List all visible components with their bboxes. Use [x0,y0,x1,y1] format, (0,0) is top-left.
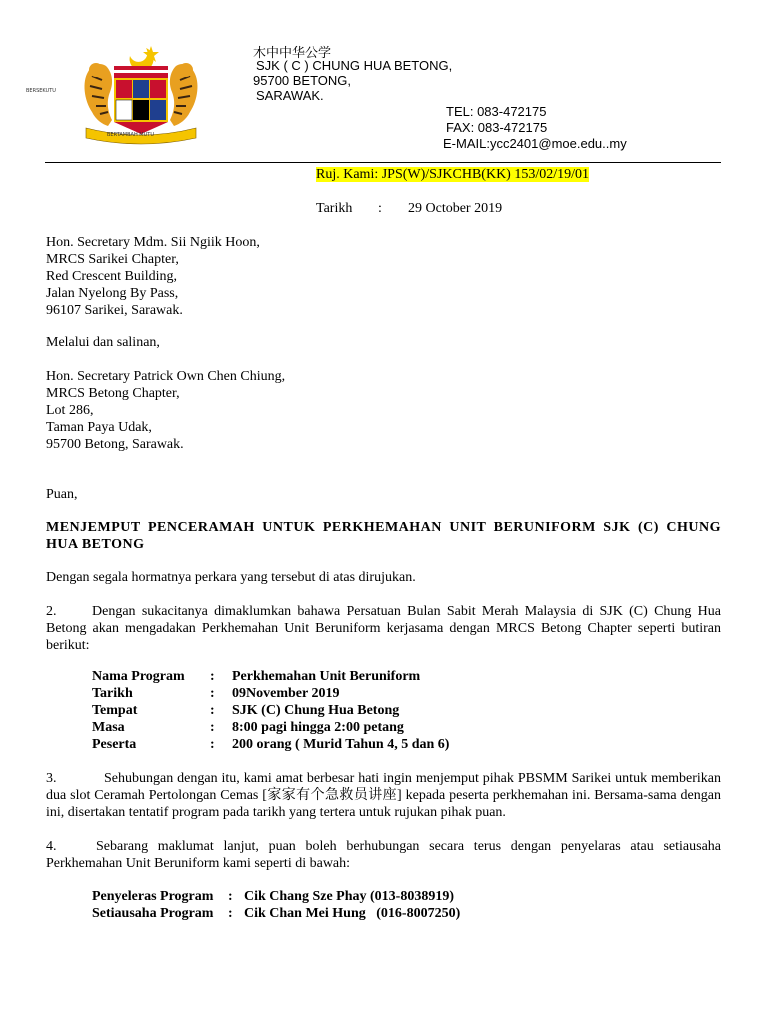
paragraph-2-text: Dengan sukacitanya dimaklumkan bahawa Persatuan Bulan Sabit Merah Malaysia di SJK (C) Chung Hua Betong akan mengadakan Perkhemahan Unit Beruniform kerjasama dengan MRCS Betong Chapter seperti butiran berikut: [46,604,721,653]
cc-recipient-address [46,368,285,453]
contact-value: Cik Chang Sze Phay (013-8038919) [244,889,455,904]
date-colon: : [378,201,382,216]
paragraph-1: Dengan segala hormatnya perkara yang tersebut di atas dirujukan. [46,570,416,585]
paragraph-4 [46,838,721,872]
letterhead-divider [45,162,721,163]
paragraph-2 [46,603,721,654]
table-row [92,905,460,922]
program-details-table [92,668,449,753]
date-label: Tarikh [316,201,353,216]
date-value: 29 October 2019 [408,201,503,216]
telephone: TEL: 083-472175 [446,104,547,119]
paragraph-3-number: 3. [46,771,57,786]
detail-label: Peserta [92,737,137,752]
contact-label: Penyeleras Program [92,889,214,904]
crest-motto-left: BERSEKUTU [26,88,56,94]
cc-recipient-line: 95700 Betong, Sarawak. [46,437,184,452]
table-row [92,736,449,753]
table-row [92,702,449,719]
school-state: SARAWAK. [256,88,324,103]
detail-colon: : [210,686,215,701]
table-row [92,668,449,685]
detail-colon: : [210,737,215,752]
cc-recipient-line: Hon. Secretary Patrick Own Chen Chiung, [46,369,286,384]
detail-label: Masa [92,720,125,735]
detail-label: Tarikh [92,686,133,701]
reference-number [316,166,589,183]
detail-colon: : [210,720,215,735]
detail-label: Nama Program [92,669,185,684]
table-row [92,719,449,736]
cc-recipient-line: Lot 286, [46,403,94,418]
detail-value: SJK (C) Chung Hua Betong [232,703,400,718]
detail-value: 09November 2019 [232,686,340,701]
detail-colon: : [210,703,215,718]
letter-subject: MENJEMPUT PENCERAMAH UNTUK PERKHEMAHAN UNIT BERUNIFORM SJK (C) CHUNG HUA BETONG [46,520,721,552]
recipient-address [46,234,260,319]
paragraph-2-number: 2. [46,604,57,619]
recipient-line: Red Crescent Building, [46,269,178,284]
detail-value: 200 orang ( Murid Tahun 4, 5 dan 6) [232,737,450,752]
email: E-MAIL:ycc2401@moe.edu..my [443,136,627,151]
table-row [92,685,449,702]
detail-value: 8:00 pagi hingga 2:00 petang [232,720,404,735]
contact-value: Cik Chan Mei Hung (016-8007250) [244,906,461,921]
cc-recipient-line: Taman Paya Udak, [46,420,152,435]
crest-motto-right: BERTAMBAH MUTU [107,132,154,138]
recipient-line: Hon. Secretary Mdm. Sii Ngiik Hoon, [46,235,260,250]
paragraph-4-number: 4. [46,839,57,854]
paragraph-3-text: Sehubungan dengan itu, kami amat berbesar hati ingin menjemput pihak PBSMM Sarikei untuk memberikan dua slot Ceramah Pertolongan Cemas [家家有个急救员讲座] kepada peserta perkhemahan ini. Bersama-sama dengan ini, disertakan tentatif program pada tarikh yang tertera untuk rujukan pihak puan. [46,771,721,820]
detail-colon: : [210,669,215,684]
paragraph-4-text: Sebarang maklumat lanjut, puan boleh berhubungan secara terus dengan penyelaras atau setiausaha Perkhemahan Unit Beruniform kami seperti di bawah: [46,839,721,871]
detail-value: Perkhemahan Unit Beruniform [232,669,421,684]
school-name: SJK ( C ) CHUNG HUA BETONG, [256,58,453,73]
recipient-line: MRCS Sarikei Chapter, [46,252,179,267]
contact-label: Setiausaha Program [92,906,214,921]
school-postcode-city: 95700 BETONG, [253,73,352,88]
reference-highlight: Ruj. Kami: JPS(W)/SJKCHB(KK) 153/02/19/01 [316,167,590,182]
contact-colon: : [228,889,233,904]
recipient-line: Jalan Nyelong By Pass, [46,286,179,301]
detail-label: Tempat [92,703,138,718]
recipient-line: 96107 Sarikei, Sarawak. [46,303,183,318]
cc-recipient-line: MRCS Betong Chapter, [46,386,180,401]
school-chinese-name: 木中中华公学 [253,45,332,60]
paragraph-3 [46,770,721,821]
fax: FAX: 083-472175 [446,120,548,135]
contacts-table [92,888,460,922]
table-row [92,888,460,905]
coat-of-arms-crest [78,42,204,146]
contact-colon: : [228,906,233,921]
cc-label: Melalui dan salinan, [46,335,160,350]
salutation: Puan, [46,487,78,502]
